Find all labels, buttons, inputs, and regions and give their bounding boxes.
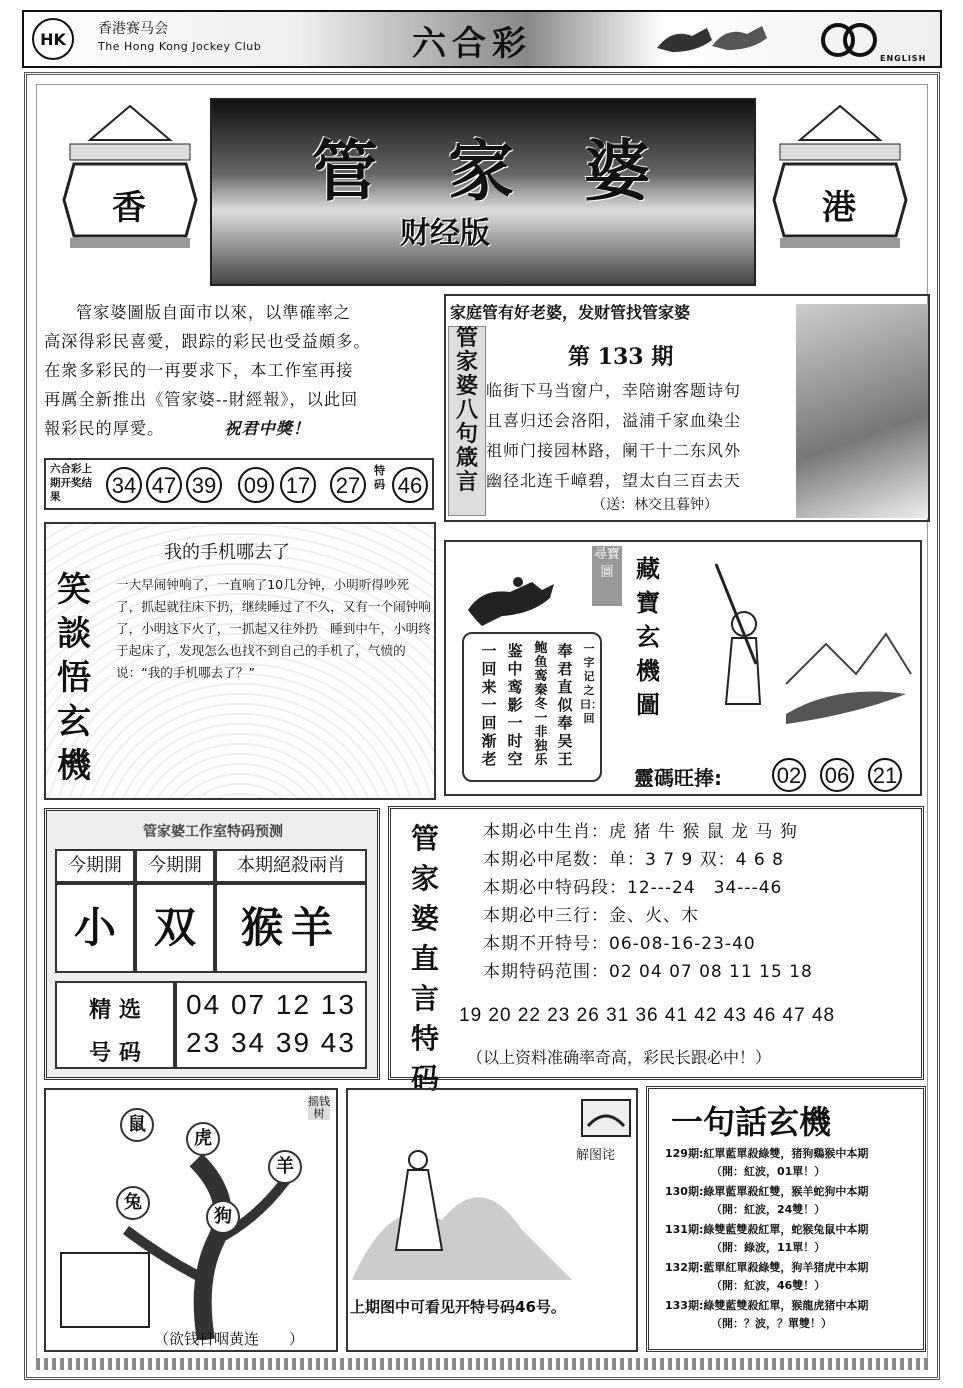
treasure-tag: 尋寶圖 [592,546,622,606]
lucky-number-ball: 21 [868,758,902,792]
riddle-title: 一句話玄機 [671,1103,832,1141]
mountain-image [796,304,928,518]
result-ball: 39 [186,467,222,503]
riddle-line: 133期:綠雙藍雙殺紅單，猴龍虎猪中本期 [665,1299,869,1312]
prediction-kill-zodiac: 猴羊 [215,883,367,973]
lantern-left [60,100,200,250]
last-draw-results [44,458,434,510]
rhyme-vertical-title: 管家婆八句箴言 [448,326,486,516]
lucky-number-ball: 02 [772,758,806,792]
scroll-book-icon [578,1096,634,1140]
intro-line: 在衆多彩民的一再要求下，本工作室再接 [44,361,354,380]
hunter-crocodile-icon [696,554,916,744]
hero-banner [210,98,756,286]
riddle-result: （開：紅波，46雙！） [711,1279,826,1292]
result-ball: 27 [330,467,366,503]
pick-label-bottom: 号 码 [89,1041,141,1066]
direct-row: 本期必中三行：金、火、木 [483,906,699,926]
direct-vertical-title: 管家婆直言特码 [410,822,439,1095]
mark-six-logo-icon [814,22,884,58]
pick-numbers-row: 23 34 39 43 [186,1027,356,1058]
jockey-club-logo: HK [32,18,74,60]
scroll-column: 一回来一回渐老 [481,642,497,768]
bottom-decoration [36,1358,928,1370]
money-tree-tag: 摇钱树 [308,1095,330,1120]
lucky-number-label: 靈碼旺捧: [634,766,722,790]
intro-line: 管家婆圖版自面市以來，以準確率之 [76,303,351,322]
scroll-column: 一字记之曰：回 [580,642,602,725]
special-ball: 46 [392,467,428,503]
lantern-right [770,100,910,250]
scholar-painting-icon [352,1130,572,1290]
prediction-size: 小 [55,883,135,973]
riddle-line: 129期:紅單藍單殺綠雙，猪狗鷄猴中本期 [665,1147,869,1160]
result-ball: 17 [280,467,316,503]
intro-paragraph [44,298,436,448]
treasure-vertical-title: 藏寶玄機圖 [636,554,660,719]
banner-title: 管家婆 [312,132,720,210]
prediction-col-header: 今期開 [135,849,215,883]
lantern-right-char: 港 [822,188,856,228]
pick-label-cell [55,981,175,1069]
scroll-column: 鲍鱼鸾秦冬一非独乐 [534,641,548,768]
poem-scroll [462,632,602,782]
joke-side-title: 笑談悟玄機 [57,570,91,786]
header-bar [22,10,942,68]
direct-row: 本期必中生肖：虎 猪 牛 猴 鼠 龙 马 狗 [483,822,798,842]
english-link[interactable]: ENGLISH [880,54,927,63]
zodiac-badge: 羊 [268,1150,302,1184]
poem-author: （送：林交且暮钟） [592,497,718,513]
page-title: 六合彩 [412,24,532,64]
riddle-result: （開：紅波，24雙！） [711,1203,826,1216]
poem-line: 祖师门接园林路，阑干十二东风外 [486,441,742,460]
results-label: 六合彩上期开奖结果 [50,463,92,503]
lantern-left-char: 香 [112,188,146,228]
prediction-table [44,808,380,1080]
banner-subtitle: 财经版 [400,216,490,251]
intro-line [44,414,436,443]
riddle-result: （開：綠波，11單！） [711,1241,826,1254]
joke-title: 我的手机哪去了 [164,542,290,563]
pick-label-top: 精 选 [89,998,141,1023]
intro-line: 高深得彩民喜愛，跟踪的彩民也受益頗多。 [44,332,371,351]
prediction-header: 管家婆工作室特码预测 [143,824,283,840]
riddle-result: （開：？波，？單雙！） [711,1317,832,1330]
joke-section [44,522,436,800]
horse-rider-icon [462,570,572,630]
direct-row: 本期特码范围：02 04 07 08 11 15 18 [483,962,813,982]
result-ball: 09 [238,467,274,503]
issue-number: 第 133 期 [568,344,674,370]
club-name-en: The Hong Kong Jockey Club [98,40,262,53]
joke-text: 一大早闹钟响了，一直响了10几分钟，小明听得吵死了，抓起就往床下扔，继续睡过了不久，又有一个闹钟响了，小明这下火了，一抓起又往外扔 睡到中午，小明终于起床了，发现怎么也找不到自己的手机了，气愤的说：“我的手机哪去了？” [116,577,431,680]
result-ball: 47 [146,467,182,503]
pick-numbers-cell [175,981,367,1069]
prediction-col-header: 本期絕殺兩肖 [215,849,367,883]
racing-horses-icon [652,18,782,62]
club-name-cn: 香港赛马会 [98,21,168,37]
money-tree-caption: （欲钱日咽黄连 ） [154,1330,305,1348]
poem-line: 且喜归还会洛阳，溢浦千家血染尘 [486,411,742,430]
direct-number-range: 19 20 22 23 26 31 36 41 42 43 46 47 48 [459,1005,836,1026]
zodiac-badge: 虎 [186,1122,220,1156]
answer-box [60,1252,150,1328]
eight-line-motto [444,294,930,522]
scroll-column: 奉君直似奉吴王 [557,642,573,768]
direct-tips [388,806,924,1095]
intro-line: 再厲全新推出《管家婆--財經報》，以此回 [44,390,359,409]
riddle-line: 131期:綠雙藍雙殺紅單，蛇猴兔鼠中本期 [665,1223,869,1236]
money-tree [44,1088,338,1352]
zodiac-badge: 狗 [206,1200,240,1234]
poem-line: 临街下马当窗户，幸陪谢客题诗句 [486,381,742,400]
scroll-column: 鉴中鸾影一时空 [507,642,523,768]
riddle-line: 130期:綠單藍單殺紅雙，猴羊蛇狗中本期 [665,1185,869,1198]
direct-row: 本期不开特号：06-08-16-23-40 [483,934,756,954]
one-line-riddle [646,1086,926,1352]
direct-row: 本期必中特码段：12---24 34---46 [483,878,783,898]
prediction-parity: 双 [135,883,215,973]
intro-sign: 祝君中獎！ [224,419,311,438]
result-ball: 34 [106,467,142,503]
puzzle-caption: 上期图中可看见开特号码46号。 [350,1298,566,1316]
pick-numbers-row: 04 07 12 13 [186,989,356,1020]
lucky-number-ball: 06 [820,758,854,792]
zodiac-badge: 鼠 [120,1108,154,1142]
prediction-col-header: 今期開 [55,849,135,883]
rhyme-header: 家庭管有好老婆，发财管找管家婆 [450,303,691,322]
zodiac-badge: 兔 [116,1186,150,1220]
direct-note: （以上资料准确率奇高，彩民长跟必中！） [467,1048,772,1067]
puzzle-picture [346,1088,638,1352]
special-label: 特码 [374,464,385,491]
poem-line: 幽径北连千嶂碧，望太白三百去天 [486,471,742,490]
treasure-map [444,540,922,796]
riddle-result: （開：紅波，01單！） [711,1165,826,1178]
intro-line-end: 報彩民的厚愛。 [44,419,165,438]
direct-row: 本期必中尾数：单：3 7 9 双：4 6 8 [483,850,784,870]
puzzle-tag: 解图诧 [576,1148,616,1163]
riddle-line: 132期:藍單紅單殺綠雙，狗羊猪虎中本期 [665,1261,869,1274]
